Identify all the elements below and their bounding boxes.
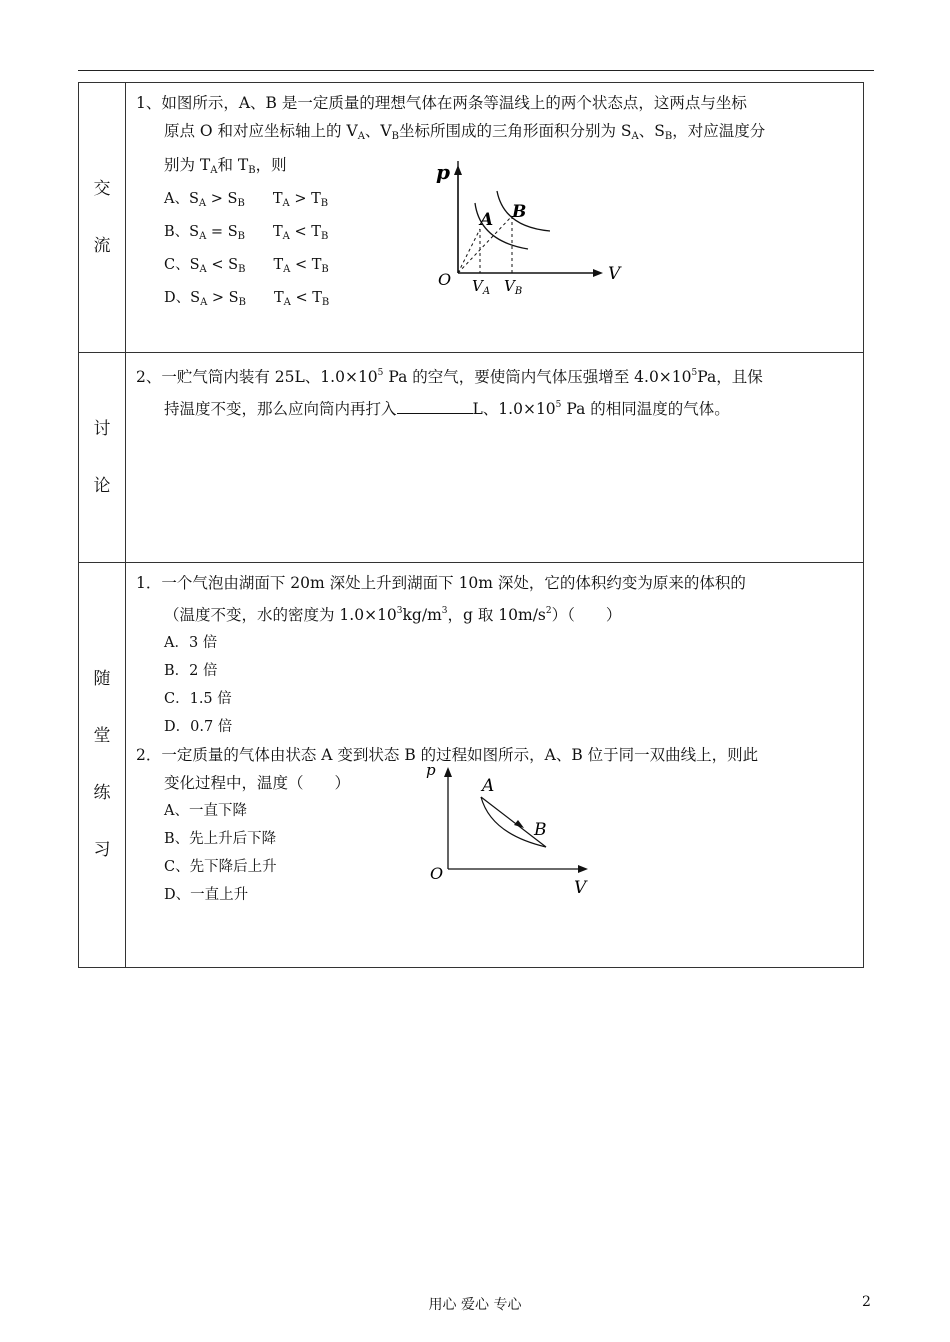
axis-label-p: p (426, 761, 436, 779)
side-label-exchange (79, 83, 126, 353)
page-footer: 用心 爱心 专心 (428, 1297, 522, 1313)
question-cell-2 (126, 353, 864, 563)
point-label-a: A (482, 776, 495, 796)
question-1-option-a[interactable]: A、$S_A > S_B$ $T_A > T_B$ (164, 191, 329, 209)
side-char: 习 (93, 840, 111, 860)
origin-label: O (438, 270, 452, 289)
side-char: 讨 (93, 418, 111, 439)
practice-2-option-c[interactable]: C、先下降后上升 (164, 859, 277, 875)
point-label-b: B (534, 820, 547, 840)
practice-2-line-1: 2．一定质量的气体由状态 A 变到状态 B 的过程如图所示，A、B 位于同一双曲线上，则此 (136, 746, 759, 764)
row-practice (79, 563, 864, 968)
answer-blank[interactable] (397, 399, 473, 414)
point-label-a: A (480, 210, 494, 230)
practice-1-option-d[interactable]: D．0.7 倍 (164, 719, 233, 735)
question-cell-1 (126, 83, 864, 353)
practice-1-option-b[interactable]: B．2 倍 (164, 663, 218, 679)
practice-2-option-d[interactable]: D、一直上升 (164, 887, 249, 903)
practice-1-line-1: 1．一个气泡由湖面下 20m 深处上升到湖面下 10m 深处，它的体积约变为原来的体积的 (136, 574, 746, 592)
worksheet-table (78, 82, 864, 968)
row-exchange (79, 83, 864, 353)
header-rule (78, 70, 874, 71)
practice-2-option-a[interactable]: A、一直下降 (164, 803, 247, 819)
side-char: 论 (93, 475, 111, 496)
side-label-discussion (79, 353, 126, 563)
row-discussion (79, 353, 864, 563)
axis-label-v: V (574, 878, 587, 898)
side-char: 练 (93, 783, 111, 803)
side-char: 随 (93, 669, 111, 689)
question-1-option-d[interactable]: D、$S_A > S_B$ $T_A < T_B$ (164, 290, 330, 308)
question-2-line-1: 2、一贮气筒内装有 25L、$1.0\times 10^5$ Pa 的空气，要使筒内气体压强增至 $4.0\times 10^5Pa$，且保 (136, 368, 763, 386)
question-cell-3 (126, 563, 864, 968)
practice-1-line-2: （温度不变，水的密度为 $1.0\times 10^3kg/m^3$，g 取 $10m/s^2$）（ ） (164, 606, 622, 624)
question-1-line-1: 1、如图所示，A、B 是一定质量的理想气体在两条等温线上的两个状态点，这两点与坐标 (136, 94, 747, 112)
question-1-line-3: 别为 $T_A$和 $T_B$，则 (164, 156, 287, 176)
origin-label: O (430, 864, 444, 883)
side-char: 流 (93, 235, 111, 256)
question-1-option-b[interactable]: B、$S_A = S_B$ $T_A < T_B$ (164, 224, 329, 242)
side-char: 交 (93, 178, 111, 199)
practice-1-option-c[interactable]: C．1.5 倍 (164, 691, 232, 707)
practice-2-option-b[interactable]: B、先上升后下降 (164, 831, 277, 847)
axis-label-v: V (608, 264, 621, 284)
question-1-option-c[interactable]: C、$S_A < S_B$ $T_A < T_B$ (164, 257, 329, 275)
page-number: 2 (862, 1294, 871, 1310)
point-label-b: B (512, 202, 527, 222)
side-label-practice (79, 563, 126, 968)
process-figure (426, 759, 616, 899)
axis-label-p: p (436, 160, 450, 184)
question-2-line-2: 持温度不变，那么应向筒内再打入 L、$1.0\times 10^5$ Pa 的相同温度的气体。 (164, 400, 730, 418)
tick-label-va: $V_A$ (472, 277, 491, 297)
practice-1-option-a[interactable]: A．3 倍 (164, 635, 218, 651)
isotherm-figure (428, 160, 638, 297)
side-char: 堂 (93, 726, 111, 746)
tick-label-vb: $V_B$ (504, 277, 523, 297)
practice-2-line-2: 变化过程中，温度（ ） (164, 774, 351, 792)
question-1-line-2: 原点 O 和对应坐标轴上的 $V_A$、$V_B$坐标所围成的三角形面积分别为 $S_A$、$S_B$，对应温度分 (164, 122, 766, 142)
